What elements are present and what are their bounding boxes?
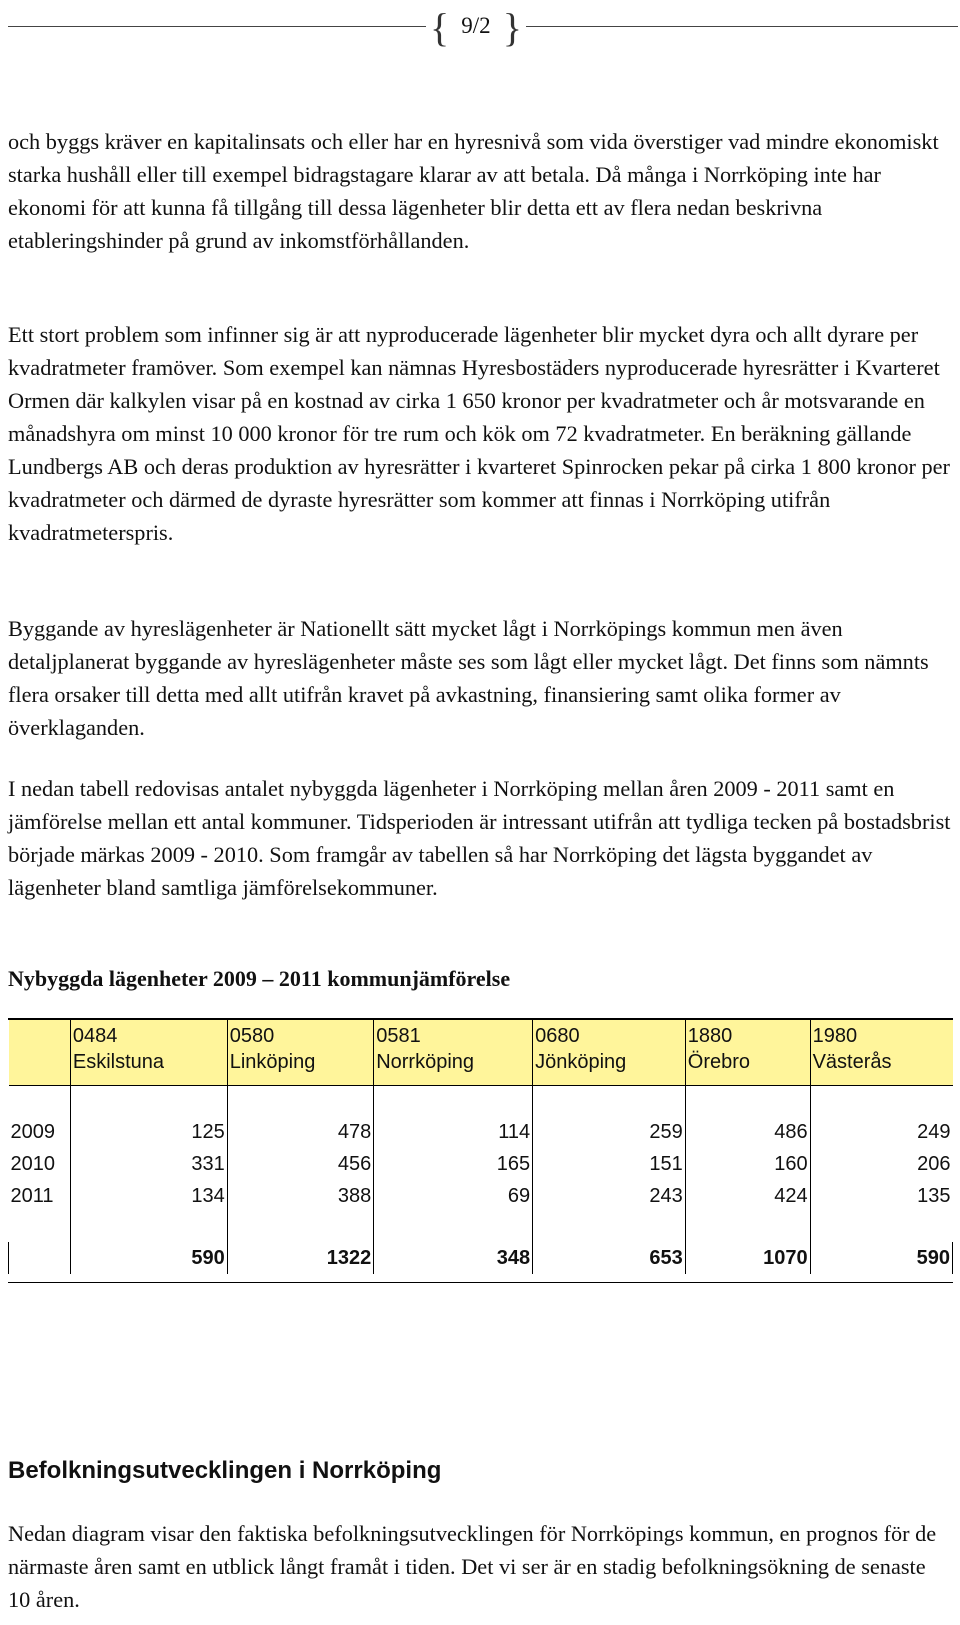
column-code: 0581 <box>376 1025 421 1047</box>
table-cell: 331 <box>70 1148 227 1180</box>
column-name: Eskilstuna <box>72 1051 165 1073</box>
column-code: 0680 <box>535 1025 580 1047</box>
column-name: Norrköping <box>376 1051 475 1073</box>
paragraph-3: Byggande av hyreslägenheter är Nationellt sätt mycket lågt i Norrköpings kommun men även detaljplanerat byggande av hyreslägenheter måste ses som lågt eller mycket lågt. Det finns som nämnts flera orsaker till detta med allt utifrån kravet på avkastning, finansiering samt olika former av överklaganden. <box>8 616 929 740</box>
table-header-row <box>9 1020 953 1086</box>
table-cell: 259 <box>533 1116 686 1148</box>
table-spacer-row <box>9 1212 953 1242</box>
paragraph-2: Ett stort problem som infinner sig är att nyproducerade lägenheter blir mycket dyra och allt dyrare per kvadratmeter framöver. Som exempel kan nämnas Hyresbostäders nyproducerade hyresrätter i Kvarteret Ormen där kalkylen visar på en kostnad av cirka 1 650 kronor per kvadratmeter och år motsvarande en månadshyra om minst 10 000 kronor för tre rum och kök om 72 kvadratmeter. En beräkning gällande Lundbergs AB och deras produktion av hyresrätter i kvarteret Spinrocken pekar på cirka 1 800 kronor per kvadratmeter och därmed de dyraste hyresrätter som kommer att finnas i Norrköping utifrån kvadratmeterspris. <box>8 322 950 545</box>
table-row <box>9 1180 953 1212</box>
table-title: Nybyggda lägenheter 2009 – 2011 kommunjämförelse <box>8 966 511 991</box>
table-cell: 135 <box>917 1184 951 1207</box>
table-cell: 388 <box>227 1180 374 1212</box>
column-header <box>685 1020 810 1086</box>
table-cell <box>70 1212 227 1242</box>
table-bottom-rule <box>8 1282 953 1283</box>
table-cell: 160 <box>685 1148 810 1180</box>
page-number-box <box>430 4 522 48</box>
column-header <box>533 1020 686 1086</box>
table-cell <box>9 1086 71 1117</box>
table-cell: 456 <box>227 1148 374 1180</box>
paragraph-1: och byggs kräver en kapitalinsats och eller har en hyresnivå som vida överstiger vad mindre ekonomiskt starka hushåll eller till exempel bidragstagare klarar av att betala. Då många i Norrköping inte har ekonomi för att kunna få tillgång till dessa lägenheter blir detta ett av flera nedan beskrivna etableringshinder på grund av inkomstförhållanden. <box>8 129 939 253</box>
column-name: Linköping <box>229 1051 316 1073</box>
table-cell <box>9 1212 71 1242</box>
table-cell: 165 <box>374 1148 533 1180</box>
table-cell: 486 <box>685 1116 810 1148</box>
total-cell: 590 <box>70 1242 227 1274</box>
row-year: 2009 <box>9 1116 71 1148</box>
table-cell <box>9 1242 71 1274</box>
paragraph-5: Nedan diagram visar den faktiska befolkningsutvecklingen för Norrköpings kommun, en prognos för de närmaste åren samt en utblick långt framåt i tiden. Det vi ser är en stadig befolkningsökning de senaste 10 åren. <box>8 1521 937 1612</box>
table-spacer-row <box>9 1086 953 1117</box>
table-cell: 69 <box>374 1180 533 1212</box>
table-cell: 478 <box>227 1116 374 1148</box>
column-code: 1880 <box>687 1025 733 1047</box>
header-rule-right <box>526 26 958 27</box>
table-cell <box>810 1212 952 1242</box>
table-cell <box>533 1086 686 1117</box>
header-rule-left <box>8 26 426 27</box>
table-cell <box>374 1086 533 1117</box>
row-year: 2010 <box>9 1148 71 1180</box>
table-row <box>9 1148 953 1180</box>
column-header <box>227 1020 374 1086</box>
table-cell: 424 <box>685 1180 810 1212</box>
total-cell: 348 <box>374 1242 533 1274</box>
table-cell <box>227 1212 374 1242</box>
column-code: 1980 <box>812 1025 858 1047</box>
table-cell: 151 <box>533 1148 686 1180</box>
column-code: 0484 <box>72 1025 118 1047</box>
table-cell: 125 <box>70 1116 227 1148</box>
total-cell: 590 <box>810 1242 952 1274</box>
column-header <box>374 1020 533 1086</box>
column-name: Örebro <box>687 1051 751 1073</box>
page-number: 9/2 <box>461 13 491 38</box>
column-name: Jönköping <box>535 1051 627 1073</box>
paragraph-4: I nedan tabell redovisas antalet nybyggda lägenheter i Norrköping mellan åren 2009 - 2011 samt en jämförelse mellan ett antal kommuner. Tidsperioden är intressant utifrån att tydliga tecken på bostadsbrist började märkas 2009 - 2010. Som framgår av tabellen så har Norrköping det lägsta byggandet av lägenheter bland samtliga jämförelsekommuner. <box>8 776 951 900</box>
table-cell: 206 <box>917 1152 951 1175</box>
housing-table <box>8 1020 953 1274</box>
total-cell: 1322 <box>227 1242 374 1274</box>
table-cell <box>70 1086 227 1117</box>
table-cell <box>685 1086 810 1117</box>
total-cell: 653 <box>533 1242 686 1274</box>
total-cell: 1070 <box>685 1242 810 1274</box>
row-year: 2011 <box>9 1180 71 1212</box>
right-brace-icon: } <box>502 5 522 50</box>
table-cell: 134 <box>70 1180 227 1212</box>
column-name: Västerås <box>812 1051 892 1073</box>
table-header-corner <box>9 1020 71 1086</box>
table-cell: 243 <box>533 1180 686 1212</box>
table-row <box>9 1116 953 1148</box>
table-cell <box>685 1212 810 1242</box>
table-cell <box>374 1212 533 1242</box>
column-header <box>810 1020 952 1086</box>
table-cell: 249 <box>917 1120 951 1143</box>
section-heading: Befolkningsutvecklingen i Norrköping <box>8 1457 442 1484</box>
table-cell <box>227 1086 374 1117</box>
table-total-row <box>9 1242 953 1274</box>
column-header <box>70 1020 227 1086</box>
column-code: 0580 <box>229 1025 275 1047</box>
table-cell <box>810 1086 952 1117</box>
table-cell: 114 <box>374 1116 533 1148</box>
table-cell <box>533 1212 686 1242</box>
left-brace-icon: { <box>430 5 450 50</box>
